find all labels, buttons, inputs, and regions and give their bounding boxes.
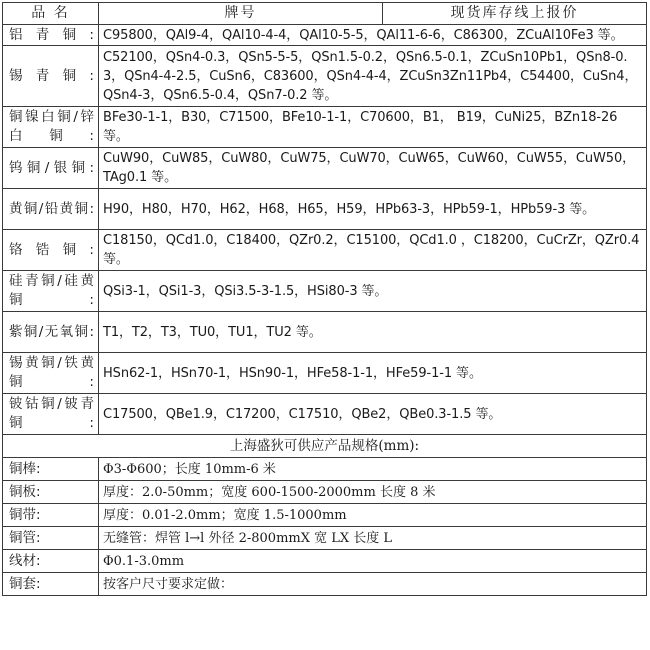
product-name: 锡黄铜/铁黄铜: bbox=[3, 353, 99, 394]
product-grades: HSn62-1，HSn70-1，HSn90-1，HFe58-1-1，HFe59-1-1 等。 bbox=[99, 353, 647, 394]
header-name: 品 名 bbox=[3, 3, 99, 25]
spec-value: 无缝管：焊管 l→l 外径 2-800mmX 宽 LX 长度 L bbox=[99, 527, 647, 550]
table-row bbox=[3, 46, 647, 107]
product-grades: C95800，QAl9-4，QAl10-4-4，QAl10-5-5，QAl11-6-6，C86300，ZCuAl10Fe3 等。 bbox=[99, 25, 647, 46]
header-grade: 牌号 bbox=[99, 3, 383, 25]
product-name: 铍钴铜/铍青铜: bbox=[3, 394, 99, 435]
table-row bbox=[3, 271, 647, 312]
table-row bbox=[3, 394, 647, 435]
product-grades: T1，T2，T3，TU0，TU1，TU2 等。 bbox=[99, 312, 647, 353]
product-name: 铬锆铜: bbox=[3, 230, 99, 271]
table-row bbox=[3, 230, 647, 271]
table-row bbox=[3, 189, 647, 230]
product-name: 紫铜/无氧铜: bbox=[3, 312, 99, 353]
spec-value: 按客户尺寸要求定做： bbox=[99, 573, 647, 596]
spec-value: Φ3-Φ600；长度 10mm-6 米 bbox=[99, 458, 647, 481]
spec-name: 铜带: bbox=[3, 504, 99, 527]
product-name: 铝青铜: bbox=[3, 25, 99, 46]
specs-title: 上海盛狄可供应产品规格(mm): bbox=[3, 435, 647, 458]
product-grades: C17500，QBe1.9，C17200，C17510，QBe2，QBe0.3-1.5 等。 bbox=[99, 394, 647, 435]
spec-row bbox=[3, 504, 647, 527]
spec-value: 厚度：2.0-50mm；宽度 600-1500-2000mm 长度 8 米 bbox=[99, 481, 647, 504]
product-table bbox=[2, 2, 647, 596]
table-row bbox=[3, 148, 647, 189]
spec-row bbox=[3, 481, 647, 504]
spec-value: Φ0.1-3.0mm bbox=[99, 550, 647, 573]
spec-row bbox=[3, 573, 647, 596]
product-grades: H90，H80，H70，H62，H68，H65，H59，HPb63-3，HPb59-1，HPb59-3 等。 bbox=[99, 189, 647, 230]
product-grades: BFe30-1-1，B30，C71500，BFe10-1-1，C70600，B1， B19，CuNi25，BZn18-26 等。 bbox=[99, 107, 647, 148]
product-name: 铜镍白铜/锌白铜: bbox=[3, 107, 99, 148]
product-name: 锡青铜: bbox=[3, 46, 99, 107]
spec-row bbox=[3, 527, 647, 550]
product-grades: QSi3-1，QSi1-3，QSi3.5-3-1.5，HSi80-3 等。 bbox=[99, 271, 647, 312]
spec-name: 铜板: bbox=[3, 481, 99, 504]
spec-value: 厚度：0.01-2.0mm；宽度 1.5-1000mm bbox=[99, 504, 647, 527]
table-header-row bbox=[3, 3, 647, 25]
product-grades: C18150，QCd1.0，C18400，QZr0.2，C15100，QCd1.0 ，C18200，CuCrZr，QZr0.4 等。 bbox=[99, 230, 647, 271]
spec-name: 线材: bbox=[3, 550, 99, 573]
table-row bbox=[3, 353, 647, 394]
spec-name: 铜棒: bbox=[3, 458, 99, 481]
table-row bbox=[3, 107, 647, 148]
spec-name: 铜管: bbox=[3, 527, 99, 550]
product-name: 钨铜/银铜: bbox=[3, 148, 99, 189]
spec-row bbox=[3, 458, 647, 481]
product-grades: C52100，QSn4-0.3，QSn5-5-5，QSn1.5-0.2，QSn6.5-0.1，ZCuSn10Pb1，QSn8-0.3，QSn4-4-2.5，CuSn6，C83600，QSn4-4-4，ZCuSn3Zn11Pb4，C54400，CuSn4，QSn4-3，QSn6.5-0.4，QSn7-0.2 等。 bbox=[99, 46, 647, 107]
spec-name: 铜套: bbox=[3, 573, 99, 596]
product-name: 黄铜/铅黄铜: bbox=[3, 189, 99, 230]
table-row bbox=[3, 25, 647, 46]
product-name: 硅青铜/硅黄铜: bbox=[3, 271, 99, 312]
header-quote: 现货库存线上报价 bbox=[383, 3, 647, 25]
table-row bbox=[3, 312, 647, 353]
product-grades: CuW90，CuW85，CuW80，CuW75，CuW70，CuW65，CuW60，CuW55，CuW50，TAg0.1 等。 bbox=[99, 148, 647, 189]
specs-title-row bbox=[3, 435, 647, 458]
spec-row bbox=[3, 550, 647, 573]
